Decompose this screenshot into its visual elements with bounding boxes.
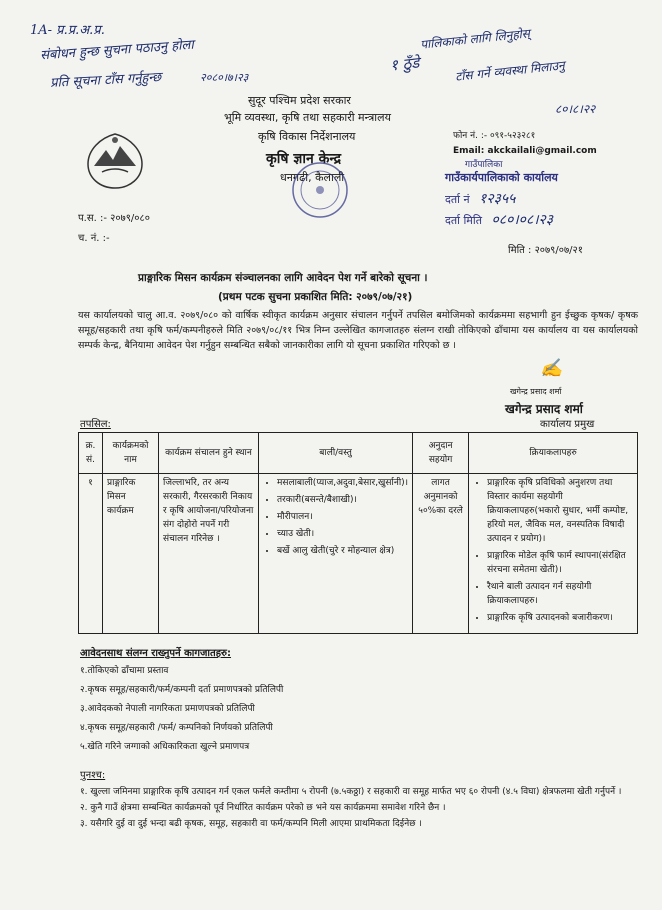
letterhead-address: धनगढी, कैलाली <box>280 171 345 184</box>
notice-title: प्राङ्गारिक मिसन कार्यक्रम संञ्चालनका लागि आवेदन पेश गर्ने बारेको सूचना । <box>138 272 428 284</box>
activity-item: • रैथाने बाली उत्पादन गर्न सहयोगी क्रियाकलापहरु। <box>487 580 633 608</box>
signature-mark: ✍ <box>540 358 563 379</box>
cell-crops <box>259 474 413 634</box>
letter-date: मिति : २०७९/०७/२१ <box>508 245 583 256</box>
note-item: १. खुल्ला जमिनमा प्राङ्गारिक कृषि उत्पादन गर्न एकल फर्मले कम्तीमा ५ रोपनी (७.५कठ्ठा) र सहकारी वा समूह मार्फत भए ६० रोपनी (४.५ विघा) क्षेत्रफलमा खेती गर्नुपर्ने । <box>80 787 622 797</box>
header-program-name: कार्यक्रमको नाम <box>103 433 159 474</box>
signature-name-small: खगेन्द्र प्रसाद शर्मा <box>510 387 562 396</box>
attachment-item: ४.कृषक समूह/सहकारी /फर्म/ कम्पनिको निर्णयको प्रतिलिपी <box>80 723 273 733</box>
attachment-item: २.कृषक समूह/सहकारी/फर्म/कम्पनी दर्ता प्रमाणपत्रको प्रतिलिपी <box>80 685 284 695</box>
attachment-item: ३.आवेदकको नेपाली नागरिकता प्रमाणपत्रको प्रतिलिपी <box>80 704 255 714</box>
table-header-row <box>79 433 638 474</box>
email-address: Email: akckailali@gmail.com <box>453 146 597 156</box>
header-place: कार्यक्रम संचालन हुने स्थान <box>159 433 259 474</box>
office-round-seal <box>290 160 350 224</box>
letterhead-office: कृषि ज्ञान केन्द्र <box>266 151 342 167</box>
attachments-heading: आवेदनसाथ संलग्न राख्नुपर्ने कागजातहरु: <box>80 648 232 659</box>
handwritten-right-date: ८०।८।२२ <box>555 102 596 116</box>
phone-number: फोन नं. :- ०९१-५२३२८१ <box>453 131 536 141</box>
handwritten-note-line1: 1A- प्र.प्र.अ.प्र. <box>30 23 105 38</box>
letterhead-directorate: कृषि विकास निर्देशनालय <box>258 130 356 143</box>
handwritten-right-line3: टाँस गर्ने व्यवस्था मिलाउनु <box>454 58 566 84</box>
stamp-line1: गाउँपालिका <box>465 160 503 170</box>
handwritten-note-date: २०८०।७।२३ <box>200 71 249 84</box>
crop-item: • मसलाबाली(प्याज,अदुवा,बेसार,खुर्सानी)। <box>277 476 408 490</box>
crop-item: • मौरीपालन। <box>277 510 408 524</box>
handwritten-right-line1: १ ठुँडे <box>389 53 421 75</box>
cell-grant: लागत अनुमानको ५०%का दरले <box>413 474 469 634</box>
letterhead-government: सुदूर पश्चिम प्रदेश सरकार <box>248 94 351 107</box>
cell-place: जिल्लाभरि, तर अन्य सरकारी, गैरसरकारी निकाय र कृषि आयोजना/परियोजना संग दोहोरो नपर्ने गरी संचालन गरिनेछ । <box>159 474 259 634</box>
handwritten-note-line2: संबोधन हुन्छ सुचना पठाउनु होला <box>39 37 195 64</box>
stamp-date-label: दर्ता मिति <box>445 214 483 227</box>
attachment-item: ५.खेति गरिने जग्गाको अधिकारिकता खुल्ने प्रमाणपत्र <box>80 742 250 752</box>
signature-name: खगेन्द्र प्रसाद शर्मा <box>505 402 583 416</box>
table-row <box>79 474 638 634</box>
handwritten-note-line3: प्रति सूचना टाँस गर्नुहुन्छ <box>49 70 162 91</box>
handwritten-right-line2: पालिकाको लागि लिनुहोस् <box>419 26 531 52</box>
signature-title: कार्यालय प्रमुख <box>540 419 595 430</box>
activity-item: • प्राङ्गारिक मोडेल कृषि फार्म स्थापना(संरक्षित संरचना समेतमा खेती)। <box>487 549 633 577</box>
header-sn: क्र. सं. <box>79 433 103 474</box>
note-item: ३. यसैगरि दुई वा दुई भन्दा बढी कृषक, समूह, सहकारी वा फर्म/कम्पनि मिली आएमा प्राथमिकता दिईनेछ । <box>80 819 422 829</box>
stamp-darta-number: १२३५५ <box>479 191 516 207</box>
dispatch-number: च. नं. :- <box>78 233 110 244</box>
crop-item: • च्याउ खेती। <box>277 527 408 541</box>
notes-list <box>80 784 640 832</box>
header-activities: क्रियाकलापहरु <box>469 433 638 474</box>
header-grant: अनुदान सहयोग <box>413 433 469 474</box>
attachment-item: १.तोकिएको ढाँचामा प्रस्ताव <box>80 666 169 676</box>
table-caption: तपसिल: <box>80 419 111 430</box>
cell-program-name: प्राङ्गारिक मिसन कार्यक्रम <box>103 474 159 634</box>
stamp-darta-label: दर्ता नं <box>445 193 470 206</box>
activity-item: • प्राङ्गारिक कृषि उत्पादनको बजारीकरण। <box>487 611 633 625</box>
registry-stamp <box>445 157 558 229</box>
header-crops: बाली/वस्तु <box>259 433 413 474</box>
note-item: २. कुनै गाउँ क्षेत्रमा सम्बन्धित कार्यक्रमको पूर्व निर्धारित कार्यक्रम परेको छ भने यस कार्यक्रममा समावेश गरिने छैन । <box>80 803 446 813</box>
notice-subtitle: (प्रथम पटक सुचना प्रकाशित मिति: २०७९/०७/२१) <box>218 291 413 303</box>
cell-activities <box>469 474 638 634</box>
notice-body: यस कार्यालयको चालु आ.व. २०७९/०८० को वार्षिक स्वीकृत कार्यक्रम अनुसार संचालन गर्नुपर्ने तपसिल बमोजिमको कार्यक्रममा सहभागी हुन ईच्छुक कृषक/ कृषक समूह/सहकारी तथा कृषि फर्म/कम्पनीहरुले मिति २०७९/०८/११ भित्र निम्न उल्लेखित कागजातहरु संलग्न राखी तोकिएको ढाँचामा यस कार्यालय वा यस कार्यालयको सम्पर्क केन्द्र, बैनियामा आवेदन पेश गर्नुहुन सम्बन्धित सबैको जानकारीका लागि यो सूचना प्रकाशित गरिएको छ । <box>78 310 638 351</box>
letterhead-ministry: भूमि व्यवस्था, कृषि तथा सहकारी मन्त्रालय <box>224 111 391 124</box>
program-table <box>78 432 638 634</box>
government-emblem-logo <box>80 128 150 196</box>
stamp-line2: गाउँकार्यपालिकाको कार्यालय <box>445 171 558 184</box>
notes-heading: पुनश्च: <box>80 770 106 781</box>
cell-sn: १ <box>79 474 103 634</box>
crop-item: • बर्खे आलु खेती(चुरे र मोहन्याल क्षेत्र) <box>277 544 408 558</box>
crop-item: • तरकारी(बसन्ते/बैशाखी)। <box>277 493 408 507</box>
stamp-date-value: ०८०।०८।२३ <box>491 212 554 228</box>
reference-number: प.स. :- २०७९/०८० <box>78 213 150 224</box>
activity-item: • प्राङ्गारिक कृषि प्रविधिको अनुशरण तथा विस्तार कार्यमा सहयोगी क्रियाकलापहरु(भकारो सुधार, भर्मी कम्पोष्ट, हरियो मल, जैविक मल, वनस्पतिक विषादी उत्पादन र प्रयोग)। <box>487 476 633 546</box>
attachments-list <box>80 662 283 757</box>
